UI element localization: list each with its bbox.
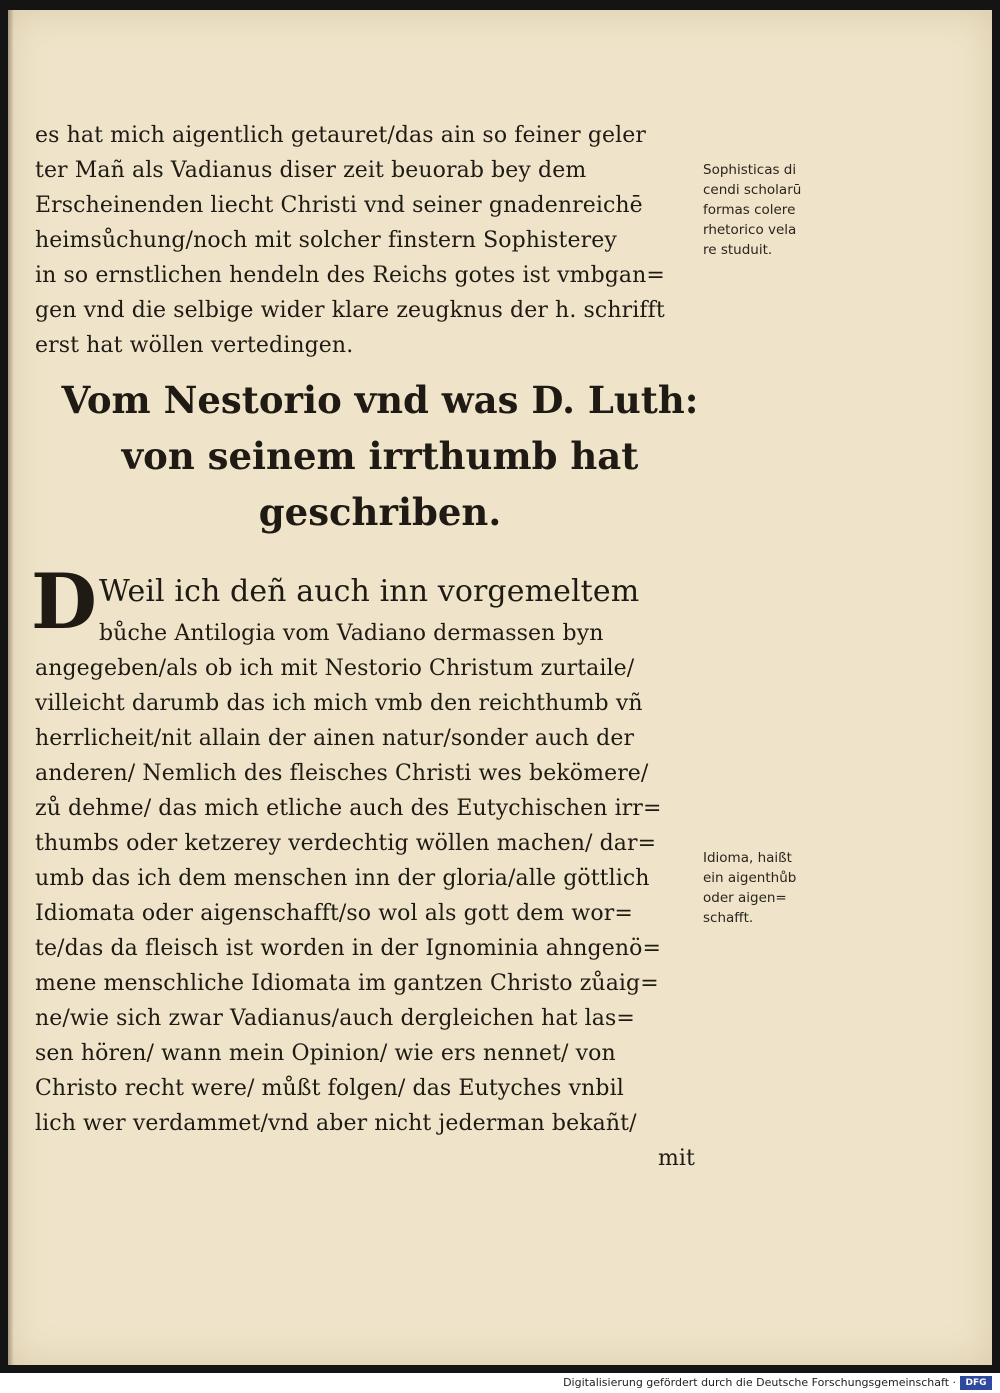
main-line: angegeben/als ob ich mit Nestorio Christum zurtaile/ [35, 656, 635, 681]
margin-note-line: rhetorico vela [703, 222, 797, 238]
intro-line: ter Mañ als Vadianus diser zeit beuorab bey dem [35, 158, 587, 183]
main-paragraph [35, 568, 695, 1176]
intro-line: erst hat wöllen vertedingen. [35, 333, 354, 358]
footer-credit: Digitalisierung gefördert durch die Deutsche Forschungsgemeinschaft · [563, 1376, 956, 1389]
section-heading [60, 372, 700, 540]
margin-note-line: oder aigen= [703, 890, 787, 906]
intro-line: heimsůchung/noch mit solcher finstern Sophisterey [35, 228, 617, 253]
main-first-line: Weil ich deñ auch inn vorgemeltem [99, 574, 640, 609]
intro-line: Erscheinenden liecht Christi vnd seiner gnadenreichē [35, 193, 643, 218]
main-line: Christo recht were/ můßt folgen/ das Eutyches vnbil [35, 1076, 624, 1101]
dfg-logo-icon: DFG [960, 1376, 992, 1390]
margin-note-line: Idioma, haißt [703, 850, 792, 866]
heading-line: Vom Nestorio vnd was D. Luth: [61, 378, 699, 422]
main-line: villeicht darumb das ich mich vmb den reichthumb vñ [35, 691, 643, 716]
heading-line: von seinem irrthumb hat [121, 434, 639, 478]
intro-line: in so ernstlichen hendeln des Reichs gotes ist vmbgan= [35, 263, 665, 288]
catchword: mit [657, 1146, 695, 1171]
margin-note-sophisticas [703, 160, 843, 260]
main-line: bůche Antilogia vom Vadiano dermassen byn [99, 621, 604, 646]
margin-note-line: cendi scholarū [703, 182, 802, 198]
main-line: anderen/ Nemlich des fleisches Christi wes bekömere/ [35, 761, 649, 786]
main-line: te/das da fleisch ist worden in der Ignominia ahngenö= [35, 936, 661, 961]
intro-line: es hat mich aigentlich getauret/das ain so feiner geler [35, 123, 647, 148]
main-line: herrlicheit/nit allain der ainen natur/sonder auch der [35, 726, 635, 751]
drop-cap-initial: D [31, 557, 97, 646]
heading-line: geschriben. [258, 490, 502, 534]
main-line: ne/wie sich zwar Vadianus/auch dergleichen hat las= [35, 1006, 635, 1031]
margin-note-line: ein aigenthůb [703, 870, 797, 886]
margin-note-line: Sophisticas di [703, 162, 797, 178]
margin-note-idioma [703, 848, 843, 928]
digitization-footer [0, 1373, 1000, 1393]
main-line: sen hören/ wann mein Opinion/ wie ers nennet/ von [35, 1041, 616, 1066]
main-line: umb das ich dem menschen inn der gloria/alle göttlich [35, 866, 650, 891]
margin-note-line: re studuit. [703, 242, 773, 258]
intro-line: gen vnd die selbige wider klare zeugknus der h. schrifft [35, 298, 665, 323]
intro-paragraph [35, 118, 695, 363]
margin-note-line: schafft. [703, 910, 754, 926]
page-gutter-shadow [8, 10, 14, 1365]
main-line: thumbs oder ketzerey verdechtig wöllen machen/ dar= [35, 831, 657, 856]
main-line: lich wer verdammet/vnd aber nicht jederman bekañt/ [35, 1111, 637, 1136]
margin-note-line: formas colere [703, 202, 796, 218]
main-line: mene menschliche Idiomata im gantzen Christo zůaig= [35, 971, 659, 996]
main-line: zů dehme/ das mich etliche auch des Eutychischen irr= [35, 796, 662, 821]
main-line: Idiomata oder aigenschafft/so wol als gott dem wor= [35, 901, 633, 926]
